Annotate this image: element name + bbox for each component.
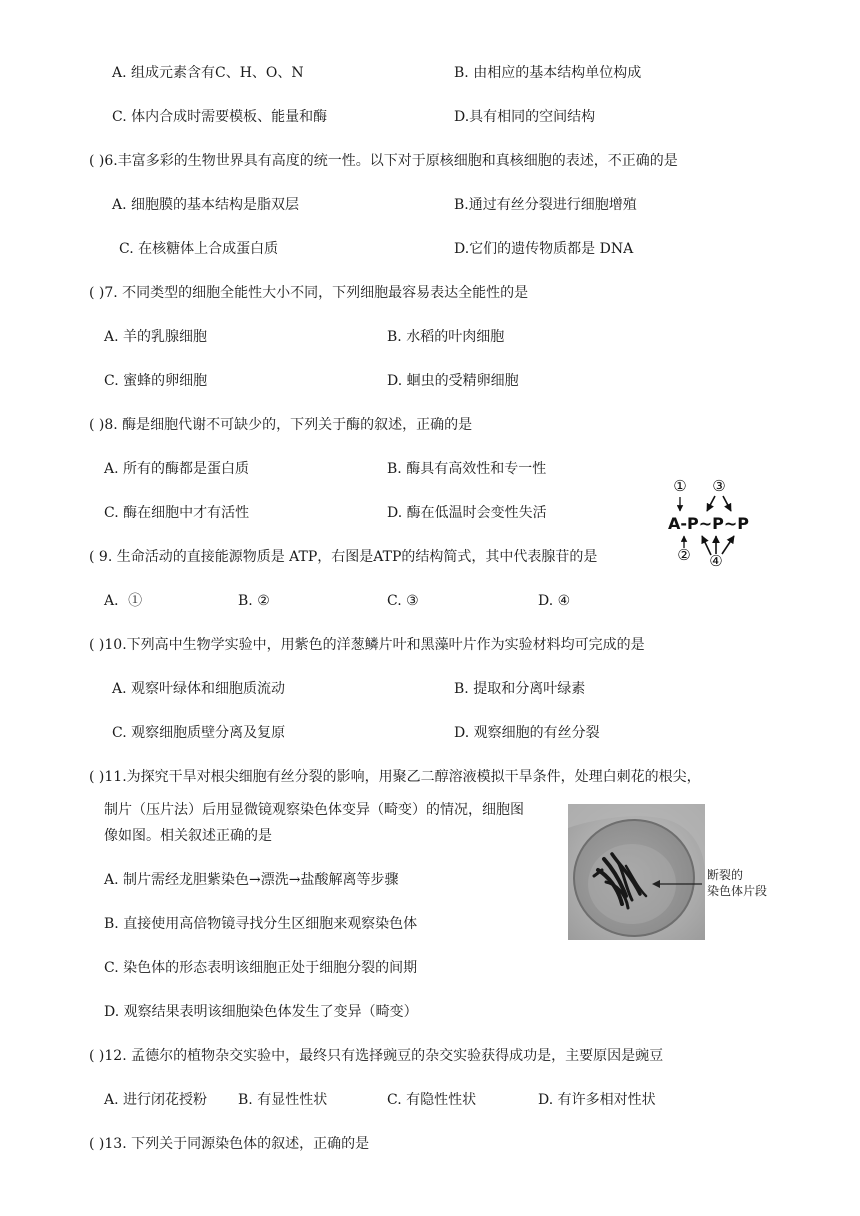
q12-stem: ( )12. 孟德尔的植物杂交实验中，最终只有选择豌豆的杂交实验获得成功是，主要原因是豌豆 xyxy=(89,1048,664,1064)
q9-stem: ( 9. 生命活动的直接能源物质是 ATP，右图是ATP的结构简式，其中代表腺苷的是 xyxy=(89,549,598,565)
q8-option-a: A. 所有的酶都是蛋白质 xyxy=(104,461,250,477)
q13-stem: ( )13. 下列关于同源染色体的叙述，正确的是 xyxy=(89,1136,370,1152)
q6-option-c: C. 在核糖体上合成蛋白质 xyxy=(119,241,279,257)
q5-option-c: C. 体内合成时需要模板、能量和酶 xyxy=(112,109,328,125)
q11-option-b: B. 直接使用高倍物镜寻找分生区细胞来观察染色体 xyxy=(104,916,418,932)
q12-option-b: B. 有显性性状 xyxy=(238,1092,328,1108)
q10-option-b: B. 提取和分离叶绿素 xyxy=(454,681,586,697)
q9-option-d: D. ④ xyxy=(538,593,571,609)
q7-option-b: B. 水稻的叶肉细胞 xyxy=(387,329,505,345)
q8-option-c: C. 酶在细胞中才有活性 xyxy=(104,505,250,521)
micrograph-label-line-1: 断裂的 xyxy=(707,868,744,882)
q11-stem-line-1: ( )11.为探究干旱对根尖细胞有丝分裂的影响，用聚乙二醇溶液模拟干旱条件，处理白刺花的根尖， xyxy=(89,769,701,785)
atp-structure-figure xyxy=(664,474,764,572)
q11-option-a: A. 制片需经龙胆紫染色→漂洗→盐酸解离等步骤 xyxy=(104,872,399,888)
atp-formula: A-P~P~P xyxy=(668,514,750,533)
q11-stem-line-3: 像如图。相关叙述正确的是 xyxy=(104,828,272,844)
atp-label-4: ④ xyxy=(709,552,723,570)
q7-option-a: A. 羊的乳腺细胞 xyxy=(104,329,208,345)
q10-option-d: D. 观察细胞的有丝分裂 xyxy=(454,725,600,741)
q5-option-b: B. 由相应的基本结构单位构成 xyxy=(454,65,642,81)
q6-option-d: D.它们的遗传物质都是 DNA xyxy=(454,241,634,257)
q7-option-d: D. 蛔虫的受精卵细胞 xyxy=(387,373,519,389)
q10-option-a: A. 观察叶绿体和细胞质流动 xyxy=(112,681,286,697)
micrograph-label-line-2: 染色体片段 xyxy=(707,884,768,898)
q10-stem: ( )10.下列高中生物学实验中，用紫色的洋葱鳞片叶和黑藻叶片作为实验材料均可完成的是 xyxy=(89,637,645,653)
q8-option-b: B. 酶具有高效性和专一性 xyxy=(387,461,547,477)
q12-option-d: D. 有许多相对性状 xyxy=(538,1092,656,1108)
q9-option-b: B. ② xyxy=(238,593,270,609)
q8-option-d: D. 酶在低温时会变性失活 xyxy=(387,505,547,521)
q10-option-c: C. 观察细胞质壁分离及复原 xyxy=(112,725,286,741)
q12-option-c: C. 有隐性性状 xyxy=(387,1092,477,1108)
atp-label-1: ① xyxy=(673,477,687,495)
q8-stem: ( )8. 酶是细胞代谢不可缺少的，下列关于酶的叙述，正确的是 xyxy=(89,417,473,433)
q7-stem: ( )7. 不同类型的细胞全能性大小不同，下列细胞最容易表达全能性的是 xyxy=(89,285,529,301)
q9-option-a: A．① xyxy=(104,593,143,609)
q12-option-a: A. 进行闭花授粉 xyxy=(104,1092,208,1108)
atp-label-2: ② xyxy=(677,546,691,564)
q11-stem-line-2: 制片（压片法）后用显微镜观察染色体变异（畸变）的情况，细胞图 xyxy=(104,802,524,818)
q11-option-d: D. 观察结果表明该细胞染色体发生了变异（畸变） xyxy=(104,1004,418,1020)
q5-option-a: A. 组成元素含有C、H、O、N xyxy=(112,65,304,81)
q5-option-d: D.具有相同的空间结构 xyxy=(454,109,596,125)
atp-label-3: ③ xyxy=(712,477,726,495)
q9-option-c: C. ③ xyxy=(387,593,419,609)
q7-option-c: C. 蜜蜂的卵细胞 xyxy=(104,373,208,389)
q11-option-c: C. 染色体的形态表明该细胞正处于细胞分裂的间期 xyxy=(104,960,418,976)
q6-option-b: B.通过有丝分裂进行细胞增殖 xyxy=(454,197,637,213)
chromosome-micrograph xyxy=(568,804,705,940)
q6-stem: ( )6.丰富多彩的生物世界具有高度的统一性。以下对于原核细胞和真核细胞的表述，不正确的是 xyxy=(89,153,678,169)
q6-option-a: A. 细胞膜的基本结构是脂双层 xyxy=(112,197,300,213)
